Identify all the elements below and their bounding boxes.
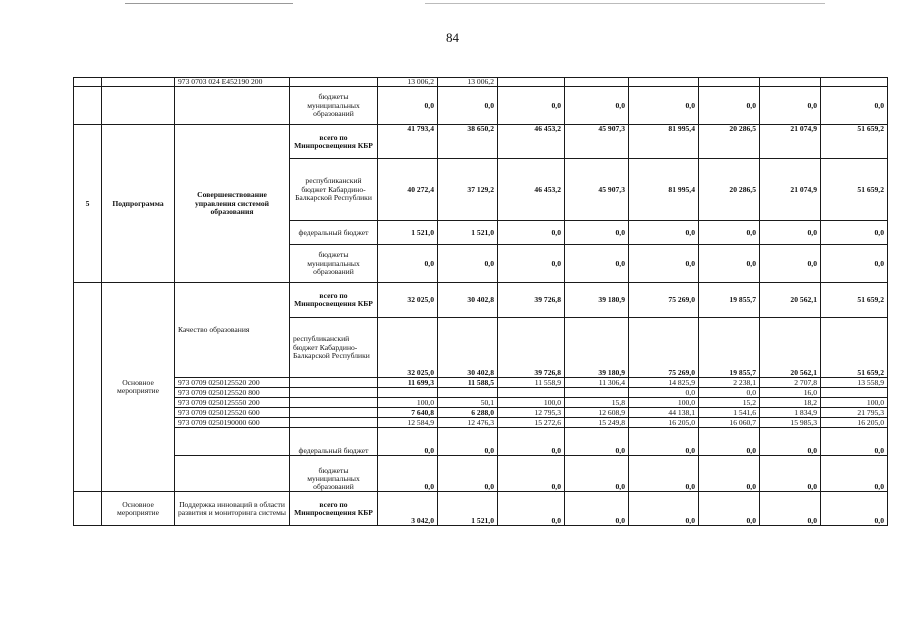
value-cell: 0,0 (699, 428, 760, 456)
value-cell: 19 855,7 (699, 283, 760, 318)
value-cell: 45 907,3 (565, 125, 629, 159)
budget-code: 973 0709 0250125520 800 (175, 388, 290, 398)
table-row (74, 428, 888, 456)
value-cell: 0,0 (760, 245, 821, 283)
event-name: Поддержка инноваций в области развития и мониторинга системы (175, 492, 290, 526)
value-cell: 0,0 (699, 87, 760, 125)
value-cell: 15 985,3 (760, 418, 821, 428)
value-cell: 0,0 (760, 87, 821, 125)
value-cell: 0,0 (821, 456, 888, 492)
value-cell: 18,2 (760, 398, 821, 408)
value-cell: 0,0 (699, 388, 760, 398)
value-cell (498, 388, 565, 398)
value-cell: 13 558,9 (821, 378, 888, 388)
value-cell: 0,0 (378, 428, 438, 456)
value-cell: 0,0 (699, 245, 760, 283)
value-cell: 32 025,0 (378, 283, 438, 318)
value-cell: 38 650,2 (438, 125, 498, 159)
value-cell: 16 060,7 (699, 418, 760, 428)
value-cell: 41 793,4 (378, 125, 438, 159)
value-cell: 50,1 (438, 398, 498, 408)
value-cell: 0,0 (821, 492, 888, 526)
value-cell: 0,0 (760, 456, 821, 492)
value-cell: 3 042,0 (378, 492, 438, 526)
value-cell: 16 205,0 (629, 418, 699, 428)
table-row (74, 492, 888, 526)
cell-empty (290, 398, 378, 408)
value-cell: 0,0 (699, 456, 760, 492)
value-cell: 20 286,5 (699, 125, 760, 159)
value-cell: 0,0 (498, 87, 565, 125)
cell-empty (290, 378, 378, 388)
value-cell: 0,0 (498, 221, 565, 245)
value-cell: 12 795,3 (498, 408, 565, 418)
value-cell: 0,0 (821, 221, 888, 245)
value-cell: 0,0 (699, 221, 760, 245)
cell-empty (74, 78, 102, 87)
cell-empty (175, 456, 290, 492)
table-row (74, 87, 888, 125)
value-cell: 12 608,9 (565, 408, 629, 418)
cell-empty (74, 283, 102, 492)
table-row (74, 388, 888, 398)
budget-code: 973 0709 0250125520 200 (175, 378, 290, 388)
value-cell: 100,0 (629, 398, 699, 408)
value-cell: 32 025,0 (378, 318, 438, 378)
funding-source: федеральный бюджет (290, 428, 378, 456)
value-cell: 16,0 (760, 388, 821, 398)
value-cell: 1 521,0 (438, 221, 498, 245)
value-cell: 15,8 (565, 398, 629, 408)
cell-empty (102, 87, 175, 125)
value-cell: 0,0 (760, 428, 821, 456)
value-cell: 11 588,5 (438, 378, 498, 388)
cell-empty (290, 418, 378, 428)
value-cell: 100,0 (821, 398, 888, 408)
row-number: 5 (74, 125, 102, 283)
value-cell: 0,0 (821, 87, 888, 125)
table-row (74, 408, 888, 418)
funding-source: всего по Минпросвещения КБР (290, 125, 378, 159)
value-cell: 0,0 (498, 428, 565, 456)
table-row (74, 418, 888, 428)
budget-code: 973 0703 024 E452190 200 (175, 78, 290, 87)
value-cell: 1 541,6 (699, 408, 760, 418)
value-cell: 75 269,0 (629, 318, 699, 378)
value-cell: 0,0 (378, 245, 438, 283)
value-cell: 1 521,0 (438, 492, 498, 526)
funding-source: республиканский бюджет Кабардино-Балкарской Республики (290, 159, 378, 221)
cell-empty (565, 78, 629, 87)
value-cell: 81 995,4 (629, 159, 699, 221)
value-cell: 0,0 (629, 492, 699, 526)
value-cell (565, 388, 629, 398)
value-cell: 39 726,8 (498, 283, 565, 318)
value-cell: 19 855,7 (699, 318, 760, 378)
value-cell: 1 834,9 (760, 408, 821, 418)
value-cell: 39 180,9 (565, 318, 629, 378)
value-cell: 51 659,2 (821, 125, 888, 159)
value-cell: 12 584,9 (378, 418, 438, 428)
value-cell: 20 562,1 (760, 283, 821, 318)
value-cell (438, 388, 498, 398)
value-cell: 0,0 (629, 428, 699, 456)
funding-source: бюджеты муниципальных образований (290, 245, 378, 283)
value-cell: 0,0 (629, 245, 699, 283)
value-cell: 15,2 (699, 398, 760, 408)
cell-empty (290, 78, 378, 87)
value-cell: 0,0 (565, 87, 629, 125)
table-row (74, 125, 888, 159)
event-name: Качество образования (175, 283, 290, 378)
budget-code: 973 0709 0250190000 600 (175, 418, 290, 428)
value-cell: 15 249,8 (565, 418, 629, 428)
cell-empty (74, 87, 102, 125)
value-cell: 0,0 (438, 245, 498, 283)
value-cell: 0,0 (498, 492, 565, 526)
value-cell: 14 825,9 (629, 378, 699, 388)
event-status: Основное мероприятие (102, 492, 175, 526)
value-cell: 0,0 (438, 456, 498, 492)
funding-source: всего по Минпросвещения КБР (290, 492, 378, 526)
value-cell: 44 138,1 (629, 408, 699, 418)
funding-source: федеральный бюджет (290, 221, 378, 245)
value-cell: 2 238,1 (699, 378, 760, 388)
value-cell: 0,0 (565, 221, 629, 245)
cell-empty (74, 492, 102, 526)
cell-empty (290, 408, 378, 418)
value-cell: 11 558,9 (498, 378, 565, 388)
value-cell: 21 074,9 (760, 125, 821, 159)
cell-empty (699, 78, 760, 87)
program-status: Подпрограмма (102, 125, 175, 283)
cell-empty (821, 78, 888, 87)
value-cell: 0,0 (565, 245, 629, 283)
value-cell: 0,0 (699, 492, 760, 526)
program-name: Совершенствование управления системой образования (175, 125, 290, 283)
value-cell: 0,0 (760, 221, 821, 245)
value-cell: 11 306,4 (565, 378, 629, 388)
value-cell: 0,0 (378, 87, 438, 125)
value-cell: 100,0 (498, 398, 565, 408)
value-cell: 0,0 (821, 428, 888, 456)
cell-empty (175, 87, 290, 125)
header-rule-left (125, 3, 293, 4)
funding-source: республиканский бюджет Кабардино-Балкарской Республики (290, 318, 378, 378)
value-cell: 0,0 (565, 492, 629, 526)
value-cell: 1 521,0 (378, 221, 438, 245)
value-cell: 75 269,0 (629, 283, 699, 318)
cell-empty (290, 388, 378, 398)
value-cell: 51 659,2 (821, 159, 888, 221)
value-cell: 0,0 (629, 87, 699, 125)
value-cell: 51 659,2 (821, 318, 888, 378)
value-cell: 0,0 (760, 492, 821, 526)
value-cell: 0,0 (438, 87, 498, 125)
value-cell: 16 205,0 (821, 418, 888, 428)
funding-source: бюджеты муниципальных образований (290, 87, 378, 125)
cell-empty (175, 428, 290, 456)
page-number: 84 (446, 30, 459, 45)
value-cell: 81 995,4 (629, 125, 699, 159)
value-cell: 15 272,6 (498, 418, 565, 428)
budget-code: 973 0709 0250125520 600 (175, 408, 290, 418)
value-cell: 51 659,2 (821, 283, 888, 318)
value-cell: 30 402,8 (438, 283, 498, 318)
value-cell: 0,0 (565, 428, 629, 456)
value-cell: 0,0 (378, 456, 438, 492)
value-cell: 13 006,2 (438, 78, 498, 87)
value-cell: 11 699,3 (378, 378, 438, 388)
value-cell: 2 707,8 (760, 378, 821, 388)
value-cell: 39 726,8 (498, 318, 565, 378)
value-cell: 40 272,4 (378, 159, 438, 221)
value-cell: 21 074,9 (760, 159, 821, 221)
cell-empty (760, 78, 821, 87)
value-cell: 20 286,5 (699, 159, 760, 221)
value-cell: 0,0 (498, 245, 565, 283)
value-cell: 13 006,2 (378, 78, 438, 87)
value-cell: 45 907,3 (565, 159, 629, 221)
header-rule-right (425, 3, 825, 4)
table-row (74, 78, 888, 87)
value-cell: 21 795,3 (821, 408, 888, 418)
table-row (74, 398, 888, 408)
funding-source: бюджеты муниципальных образований (290, 456, 378, 492)
funding-source: всего по Минпросвещения КБР (290, 283, 378, 318)
budget-table (73, 77, 888, 526)
event-status: Основное мероприятие (102, 283, 175, 492)
value-cell: 6 288,0 (438, 408, 498, 418)
value-cell: 0,0 (438, 428, 498, 456)
value-cell: 12 476,3 (438, 418, 498, 428)
budget-code: 973 0709 0250125550 200 (175, 398, 290, 408)
value-cell: 0,0 (821, 245, 888, 283)
table-row (74, 456, 888, 492)
cell-empty (629, 78, 699, 87)
value-cell: 37 129,2 (438, 159, 498, 221)
value-cell: 0,0 (629, 221, 699, 245)
value-cell: 46 453,2 (498, 159, 565, 221)
value-cell: 46 453,2 (498, 125, 565, 159)
cell-empty (102, 78, 175, 87)
value-cell: 0,0 (629, 388, 699, 398)
value-cell (378, 388, 438, 398)
value-cell (821, 388, 888, 398)
value-cell: 39 180,9 (565, 283, 629, 318)
value-cell: 7 640,8 (378, 408, 438, 418)
value-cell: 0,0 (498, 456, 565, 492)
table-row (74, 283, 888, 318)
value-cell: 0,0 (565, 456, 629, 492)
cell-empty (498, 78, 565, 87)
value-cell: 20 562,1 (760, 318, 821, 378)
value-cell: 0,0 (629, 456, 699, 492)
table-row (74, 378, 888, 388)
value-cell: 100,0 (378, 398, 438, 408)
value-cell: 30 402,8 (438, 318, 498, 378)
